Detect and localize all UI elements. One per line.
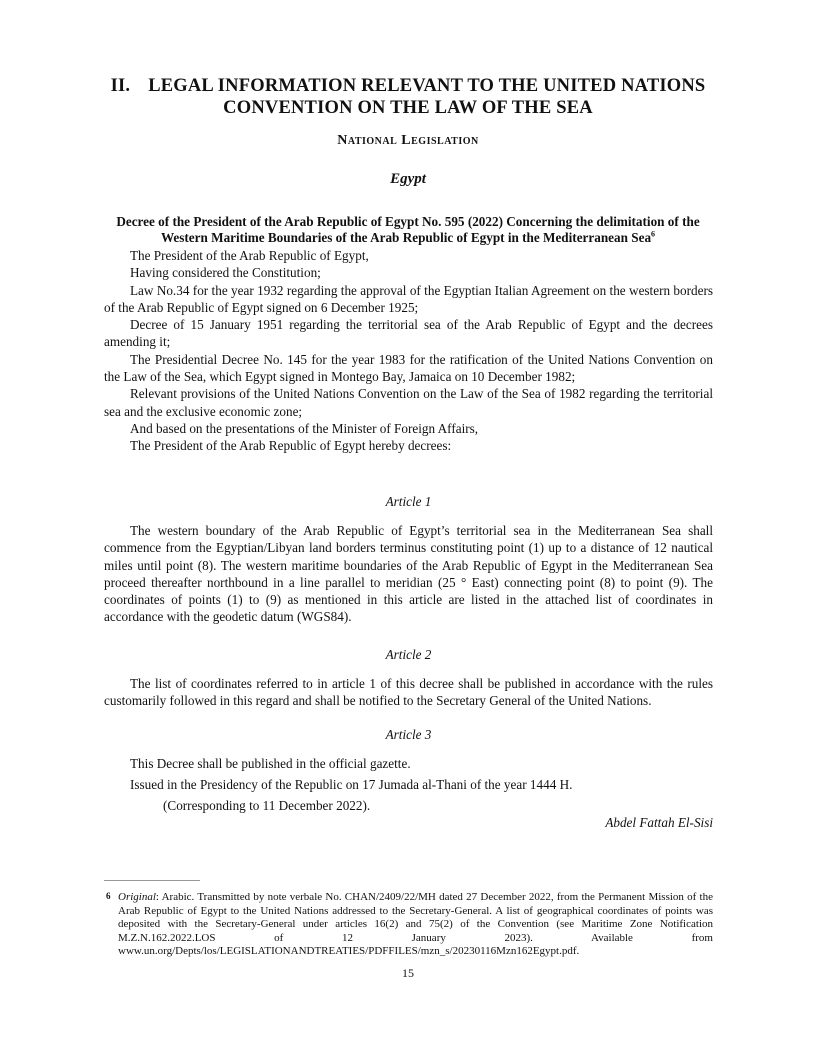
article-2-body <box>104 675 713 710</box>
footnote-divider <box>104 880 200 881</box>
corresponding-date: (Corresponding to 11 December 2022). <box>163 798 371 813</box>
article-2-heading: Article 2 <box>385 647 432 662</box>
decree-title <box>104 214 712 246</box>
preamble-paragraph: The President of the Arab Republic of Egypt hereby decrees: <box>130 438 452 454</box>
article-3-issued: Issued in the Presidency of the Republic on 17 Jumada al-Thani of the year 1444 H. <box>130 777 573 793</box>
chapter-heading <box>100 75 716 119</box>
article-1-text: The western boundary of the Arab Republic of Egypt’s territorial sea in the Mediterranean Sea shall commence from the Egyptian/Libyan land borders terminus constituting point (1) up to a distance of 12 nautical miles until point (8). The western maritime boundaries of the Arab Republic of Egypt in the Mediterranean Sea proceed thereafter northbound in a line parallel to meridian (25 ° East) connecting point (8) to point (9). The coordinates of points (1) to (9) as mentioned in this article are listed in the attached list of coordinates in accordance with the geodetic datum (WGS84). <box>104 523 713 625</box>
footnote-original-label: Original <box>118 891 156 903</box>
preamble-paragraph: And based on the presentations of the Minister of Foreign Affairs, <box>130 420 479 436</box>
preamble-paragraph: Law No.34 for the year 1932 regarding the approval of the Egyptian Italian Agreement on the western borders of the Arab Republic of Egypt signed on 6 December 1925; <box>104 282 713 315</box>
footnote-mark: 6 <box>106 891 111 901</box>
section-heading: National Legislation <box>337 133 479 148</box>
chapter-title-line2: CONVENTION ON THE LAW OF THE SEA <box>223 98 593 118</box>
footnote-reference: 6 <box>651 229 656 239</box>
footnote-text: : Arabic. Transmitted by note verbale No. CHAN/2409/22/MH dated 27 December 2022, from the Permanent Mission of the Arab Republic of Egypt to the United Nations addressed to the Secretary-General. A list of geographical coordinates of points was deposited with the Secretary-General under articles 16(2) and 75(2) of the Convention (see Maritime Zone Notification M.Z.N.162.2022.LOS of 12 January 2023). Available from www.un.org/Depts/los/LEGISLATIONANDTREATIES/PDFFILES/mzn_s/20230116Mzn162Egypt.pdf. <box>118 891 713 958</box>
country-heading: Egypt <box>390 171 426 187</box>
article-1-body <box>104 522 713 626</box>
footnote <box>118 891 713 959</box>
preamble-paragraph: The President of the Arab Republic of Egypt, <box>130 248 369 263</box>
preamble-paragraph: The Presidential Decree No. 145 for the year 1983 for the ratification of the United Nations Convention on the Law of the Sea, which Egypt signed in Montego Bay, Jamaica on 10 December 1982; <box>104 351 713 385</box>
chapter-title-line1: LEGAL INFORMATION RELEVANT TO THE UNITED NATIONS <box>148 76 706 96</box>
decree-preamble <box>104 247 713 455</box>
decree-title-text: Decree of the President of the Arab Republic of Egypt No. 595 (2022) Concerning the delimitation of the Western Maritime Boundaries of the Arab Republic of Egypt in the Mediterranean Sea <box>116 214 700 245</box>
signature: Abdel Fattah El-Sisi <box>605 815 713 830</box>
article-3-body <box>104 755 713 794</box>
article-1-heading: Article 1 <box>385 494 432 509</box>
article-3-heading: Article 3 <box>385 727 432 742</box>
page-number: 15 <box>402 966 414 980</box>
preamble-paragraph: Relevant provisions of the United Nations Convention on the Law of the Sea of 1982 regarding the territorial sea and the exclusive economic zone; <box>104 386 713 419</box>
chapter-number: II. <box>110 76 131 96</box>
preamble-paragraph: Decree of 15 January 1951 regarding the territorial sea of the Arab Republic of Egypt and the decrees amending it; <box>104 317 713 350</box>
article-3-text: This Decree shall be published in the official gazette. <box>130 756 411 771</box>
article-2-text: The list of coordinates referred to in article 1 of this decree shall be published in accordance with the rules customarily followed in this regard and shall be notified to the Secretary General of the United Nations. <box>104 676 713 709</box>
preamble-paragraph: Having considered the Constitution; <box>130 265 321 281</box>
